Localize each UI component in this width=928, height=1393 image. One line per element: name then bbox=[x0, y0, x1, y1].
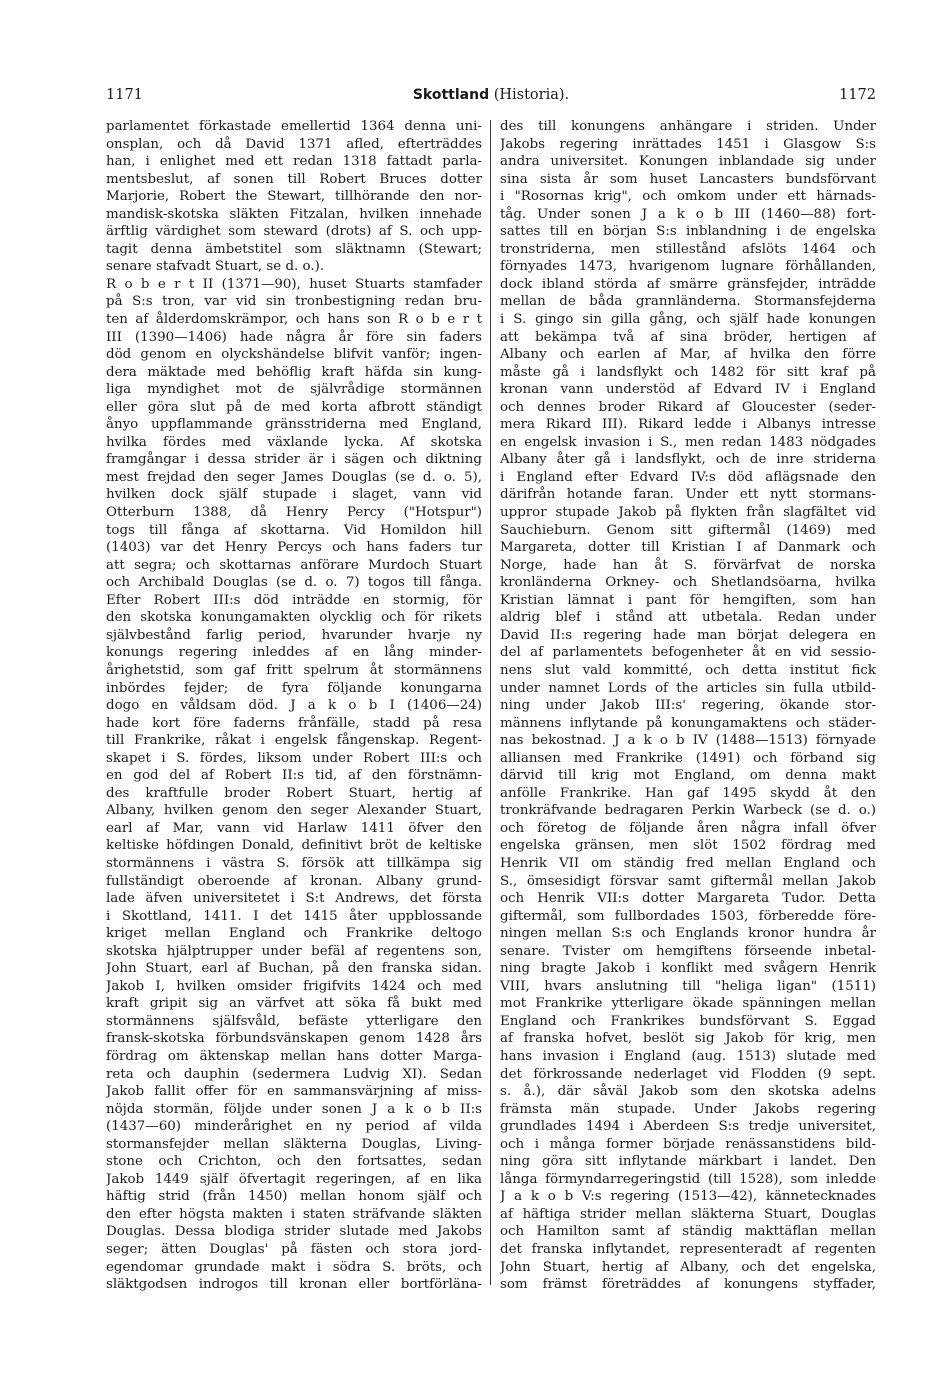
text-line: tronkräfvande bedragaren Perkin Warbeck (se d. o.) bbox=[500, 803, 876, 819]
text-line: häftig strid (från 1450) mellan honom själf och bbox=[106, 1189, 482, 1205]
text-line: liga myndighet mot de självrådige stormännen bbox=[106, 382, 482, 398]
text-line: III (1390—1406) hade några år före sin faders bbox=[106, 329, 482, 345]
text-line: stormännens i västra S. försök att tillkämpa sig bbox=[106, 855, 482, 871]
text-line: Efter Robert III:s död inträdde en stormig, för bbox=[106, 592, 482, 608]
text-line: keltiske höfdingen Donald, definitivt bröt de keltiske bbox=[106, 838, 482, 854]
text-line: stormansfejder mellan släkterna Douglas, Living- bbox=[106, 1136, 482, 1152]
text-line: skotska hjälptrupper under befäl af regentens son, bbox=[106, 943, 482, 959]
text-line: därifrån hotande faran. Under ett nytt stormans- bbox=[500, 487, 876, 503]
text-line: lade äfven universitetet i S:t Andrews, det första bbox=[106, 891, 482, 907]
text-line: Otterburn 1388, då Henry Percy ("Hotspur") bbox=[106, 505, 482, 521]
text-line: des till konungens anhängare i striden. Under bbox=[500, 119, 876, 134]
text-line: egendomar grundade makt i södra S. bröts, och bbox=[106, 1259, 482, 1275]
article-subtitle: (Historia). bbox=[493, 87, 570, 103]
text-line: (1403) var det Henry Percys och hans faders tur bbox=[106, 540, 482, 556]
text-line: en engelsk invasion i S., men redan 1483 nödgades bbox=[500, 434, 876, 450]
text-line: i S. gingo sin gilla gång, och själf hade konungen bbox=[500, 312, 876, 328]
text-line: nöjda stormän, följde under sonen J a k o b II:s bbox=[106, 1101, 482, 1117]
text-line: Norge, hade han åt S. förvärfvat de norska bbox=[500, 557, 876, 573]
text-line: nens slut vald kommitté, och detta institut fick bbox=[500, 662, 876, 678]
text-line: sattes till en början S:s inblandning i de engelska bbox=[500, 224, 876, 240]
left-text-column bbox=[106, 118, 482, 1294]
text-line: des kraftfulle broder Robert Stuart, hertig af bbox=[106, 785, 482, 801]
text-line: kraft gripit sig an värfvet att söka få bukt med bbox=[106, 996, 482, 1012]
text-line: i "Rosornas krig", och omkom under ett härnads- bbox=[500, 189, 876, 205]
text-line: tåg. Under sonen J a k o b III (1460—88) fort- bbox=[500, 206, 876, 222]
text-line: och i många former började renässanstidens bild- bbox=[500, 1136, 876, 1152]
text-line: ningen mellan S:s och Englands kronor hundra år bbox=[500, 926, 876, 942]
text-line: förnyades 1473, hvarigenom lugnare förhållanden, bbox=[500, 259, 876, 275]
text-line: i England efter Edvard IV:s död aflägsnade den bbox=[500, 469, 876, 485]
text-line: stone och Crichton, och den fortsattes, sedan bbox=[106, 1154, 482, 1170]
text-line: senare stafvadt Stuart, se d. o.). bbox=[106, 259, 325, 275]
text-line: Sauchieburn. Genom sitt giftermål (1469) med bbox=[500, 522, 876, 538]
text-line: John Stuart, earl af Buchan, på den franska sidan. bbox=[106, 961, 482, 977]
text-line: konungs regering inleddes af en lång minder- bbox=[106, 645, 482, 661]
text-line: mandisk-skotska släkten Fitzalan, hvilken innehade bbox=[106, 206, 482, 222]
text-line: R o b e r t II (1371—90), huset Stuarts stamfader bbox=[106, 276, 482, 292]
text-line: alliansen med Frankrike (1491) och förband sig bbox=[500, 750, 876, 766]
text-line: i Skottland, 1411. I det 1415 åter uppblossande bbox=[106, 908, 482, 924]
text-line: VIII, hvars anslutning till "heliga ligan" (1511) bbox=[500, 978, 876, 994]
text-line: stormännens själfsvåld, befäste ytterligare den bbox=[106, 1013, 482, 1029]
text-line: af häftiga strider mellan släkterna Stuart, Douglas bbox=[500, 1206, 876, 1222]
text-line: han, i enlighet med ett redan 1318 fattadt parla- bbox=[106, 154, 482, 170]
text-line: därvid till krig mot England, om denna makt bbox=[500, 768, 876, 784]
text-line: ten af ålderdomskrämpor, och hans son R o b e r t bbox=[106, 312, 482, 328]
text-line: senare. Tvister om hemgiftens förseende inbetal- bbox=[500, 943, 876, 959]
text-line: dock ibland störda af smärre gränsfejder, inträdde bbox=[500, 276, 876, 292]
page-header bbox=[106, 84, 876, 106]
text-line: earl af Mar, vann vid Harlaw 1411 öfver den bbox=[106, 820, 482, 836]
text-line: andra universitet. Konungen inblandade sig under bbox=[500, 154, 876, 170]
text-line: och Archibald Douglas (se d. o. 7) togos till fånga. bbox=[106, 575, 482, 591]
text-line: den efter högsta makten i staten sträfvande släkten bbox=[106, 1206, 482, 1222]
text-line: anfölle Frankrike. Han gaf 1495 skydd åt den bbox=[500, 785, 876, 801]
text-line: mellan de båda grannländerna. Stormansfejderna bbox=[500, 294, 876, 310]
text-line: hans invasion i England (aug. 1513) slutade med bbox=[500, 1048, 876, 1064]
text-line: främsta män stupade. Under Jakobs regering bbox=[500, 1101, 876, 1117]
text-line: grundlades 1494 i Aberdeen S:s tredje universitet, bbox=[500, 1119, 876, 1135]
text-line: mot Frankrike ytterligare ökade spänningen mellan bbox=[500, 996, 876, 1012]
column-divider bbox=[490, 120, 491, 1285]
text-line: långa förmyndarregeringstid (till 1528), som inledde bbox=[500, 1171, 876, 1187]
text-line: kronländerna Orkney- och Shetlandsöarna, hvilka bbox=[500, 575, 876, 591]
text-line: mest frejdad den seger James Douglas (se d. o. 5), bbox=[106, 469, 482, 485]
text-line: på S:s tron, var vid sin tronbestigning redan bru- bbox=[106, 294, 482, 310]
text-line: Kristian lämnat i pant för hemgiften, som han bbox=[500, 592, 876, 608]
text-line: onsplan, och då David 1371 afled, efterträddes bbox=[106, 136, 482, 152]
article-title: Skottland bbox=[412, 87, 490, 103]
text-line: tagit denna ämbetstitel som släktnamn (Stewart; bbox=[106, 241, 482, 257]
text-line: Jakob fallit offer för en sammansvärjning af miss- bbox=[106, 1084, 482, 1100]
text-line: mentsbeslut, af sonen till Robert Bruces dotter bbox=[106, 171, 482, 187]
text-line: ning under Jakob III:s' regering, ökande stor- bbox=[500, 698, 876, 714]
text-line: Marjorie, Robert the Stewart, tillhörande den nor- bbox=[106, 189, 482, 205]
text-line: seger; ätten Douglas' på fästen och stora jord- bbox=[106, 1242, 482, 1257]
text-line: ånyo uppflammande gränsstriderna med England, bbox=[106, 417, 482, 433]
text-line: Margareta, dotter till Kristian I af Danmark och bbox=[500, 540, 876, 556]
text-line: af franska hofvet, beslöt sig Jakob för krig, men bbox=[500, 1031, 876, 1047]
text-line: reta och dauphin (sedermera Ludvig XI). Sedan bbox=[106, 1066, 482, 1082]
text-line: årighetstid, som gaf fritt spelrum åt stormännens bbox=[106, 662, 482, 678]
text-line: släktgodsen indrogos till kronan eller bortförläna- bbox=[106, 1277, 482, 1293]
text-line: dogo en våldsam död. J a k o b I (1406—24) bbox=[106, 698, 482, 714]
text-line: nas bekostnad. J a k o b IV (1488—1513) förnyade bbox=[500, 733, 876, 749]
text-line: det förkrossande nederlaget vid Flodden (9 sept. bbox=[500, 1066, 876, 1082]
text-line: mera Rikard III). Rikard ledde i Albanys intresse bbox=[500, 417, 876, 433]
running-title bbox=[106, 84, 876, 106]
text-line: skapet i S. fördes, liksom under Robert III:s och bbox=[106, 750, 482, 766]
text-line: och Henrik VII:s dotter Margareta Tudor. Detta bbox=[500, 891, 876, 907]
text-line: som främst företräddes af konungens styffader, bbox=[500, 1277, 876, 1293]
text-line: David II:s regering hade man börjat delegera en bbox=[500, 627, 876, 643]
text-line: England och Frankrikes bundsförvant S. Eggad bbox=[500, 1013, 876, 1029]
text-line: Albany åter gå i landsflykt, och de inre striderna bbox=[500, 452, 876, 468]
text-line: ning göra sitt inflytande märkbart i landet. Den bbox=[500, 1154, 876, 1170]
text-line: att segra; och skottarnas anförare Murdoch Stuart bbox=[106, 557, 482, 573]
text-line: aldrig blef i stånd att utbetala. Redan under bbox=[500, 610, 876, 626]
text-line: måste gå i landsflykt och 1482 för sitt kraf på bbox=[500, 364, 876, 380]
text-line: del af parlamentets befogenheter åt en vid sessio- bbox=[500, 645, 876, 661]
text-line: hvilka fördes med växlande lycka. Af skotska bbox=[106, 434, 482, 450]
text-line: J a k o b V:s regering (1513—42), kännetecknades bbox=[500, 1189, 876, 1205]
right-text-column bbox=[500, 118, 876, 1294]
text-line: det franska inflytandet, representeradt af regenten bbox=[500, 1242, 876, 1257]
text-line: inbördes fejder; de fyra följande konungarna bbox=[106, 680, 482, 696]
text-line: eller göra slut på de med korta afbrott ständigt bbox=[106, 399, 482, 415]
text-line: fransk-skotska förbundsvänskapen genom 1428 års bbox=[106, 1031, 482, 1047]
text-line: hade kort före faderns frånfälle, stadd på resa bbox=[106, 715, 482, 731]
text-line: den skotska konungamakten olycklig och för rikets bbox=[106, 610, 482, 626]
text-line: kriget mellan England och Frankrike deltogo bbox=[106, 926, 482, 942]
text-line: hvilken dock själf stupade i slaget, vann vid bbox=[106, 487, 482, 503]
text-line: ning bragte Jakob i konflikt med svågern Henrik bbox=[500, 961, 876, 977]
text-line: och Hamilton samt af ständig makttäflan mellan bbox=[500, 1224, 876, 1240]
text-line: männens inflytande på konungamaktens och städer- bbox=[500, 715, 876, 731]
text-line: S., ömsesidigt försvar samt giftermål mellan Jakob bbox=[500, 873, 876, 889]
text-line: fullständigt oberoende af kronan. Albany grund- bbox=[106, 873, 482, 889]
text-line: att bekämpa två af sina bröder, hertigen af bbox=[500, 329, 876, 345]
text-line: Albany, hvilken genom den seger Alexander Stuart, bbox=[106, 803, 482, 819]
text-line: (1437—60) minderårighet en ny period af vilda bbox=[106, 1119, 482, 1135]
text-line: ärftlig värdighet som steward (drots) af S. och upp- bbox=[106, 224, 482, 240]
text-line: sina sista år som huset Lancasters bundsförvant bbox=[500, 171, 876, 187]
text-line: framgångar i dessa strider är i sägen och diktning bbox=[106, 452, 482, 468]
text-line: Henrik VII om ständig fred mellan England och bbox=[500, 855, 876, 871]
text-line: under namnet Lords of the articles sin fulla utbild- bbox=[500, 680, 876, 696]
text-line: s. å.), där såväl Jakob som den skotska adelns bbox=[500, 1084, 876, 1100]
text-line: Douglas. Dessa blodiga strider slutade med Jakobs bbox=[106, 1224, 482, 1240]
text-line: Albany och earlen af Mar, af hvilka den förre bbox=[500, 347, 876, 363]
text-line: Jakobs regering inrättades 1451 i Glasgow S:s bbox=[500, 136, 876, 152]
text-line: togs till fånga af skottarna. Vid Homildon hill bbox=[106, 522, 482, 538]
text-line: och företog de följande åren några infall öfver bbox=[500, 820, 876, 836]
text-line: en god del af Robert II:s tid, af den förstnämn- bbox=[106, 768, 482, 784]
text-line: till Frankrike, råkat i engelsk fångenskap. Regent- bbox=[106, 733, 482, 749]
text-line: kronan vann understöd af Edvard IV i England bbox=[500, 382, 876, 398]
text-line: död genom en olyckshändelse blifvit vanför; ingen- bbox=[106, 347, 482, 363]
text-line: och dennes broder Rikard af Gloucester (seder- bbox=[500, 399, 876, 415]
text-line: Jakob 1449 själf öfvertagit regeringen, af en lika bbox=[106, 1171, 482, 1187]
text-line: fördrag om äktenskap mellan hans dotter Marga- bbox=[106, 1048, 482, 1064]
text-line: tronstriderna, men stillestånd afslöts 1464 och bbox=[500, 241, 876, 257]
right-page-number: 1172 bbox=[839, 87, 876, 103]
text-line: självbestånd farlig period, hvarunder hvarje ny bbox=[106, 627, 482, 643]
text-line: parlamentet förkastade emellertid 1364 denna uni- bbox=[106, 119, 482, 134]
text-line: dera mäktade med behöflig kraft häfda sin kung- bbox=[106, 364, 482, 380]
text-line: John Stuart, hertig af Albany, och det engelska, bbox=[500, 1259, 876, 1275]
left-page-number: 1171 bbox=[106, 87, 143, 103]
text-line: Jakob I, hvilken omsider frigifvits 1424 och med bbox=[106, 978, 482, 994]
text-line: giftermål, som fullbordades 1503, förberedde före- bbox=[500, 908, 876, 924]
text-line: engelska gränsen, men slöt 1502 fördrag med bbox=[500, 838, 876, 854]
text-line: uppror stupade Jakob på flykten från slagfältet vid bbox=[500, 505, 876, 521]
